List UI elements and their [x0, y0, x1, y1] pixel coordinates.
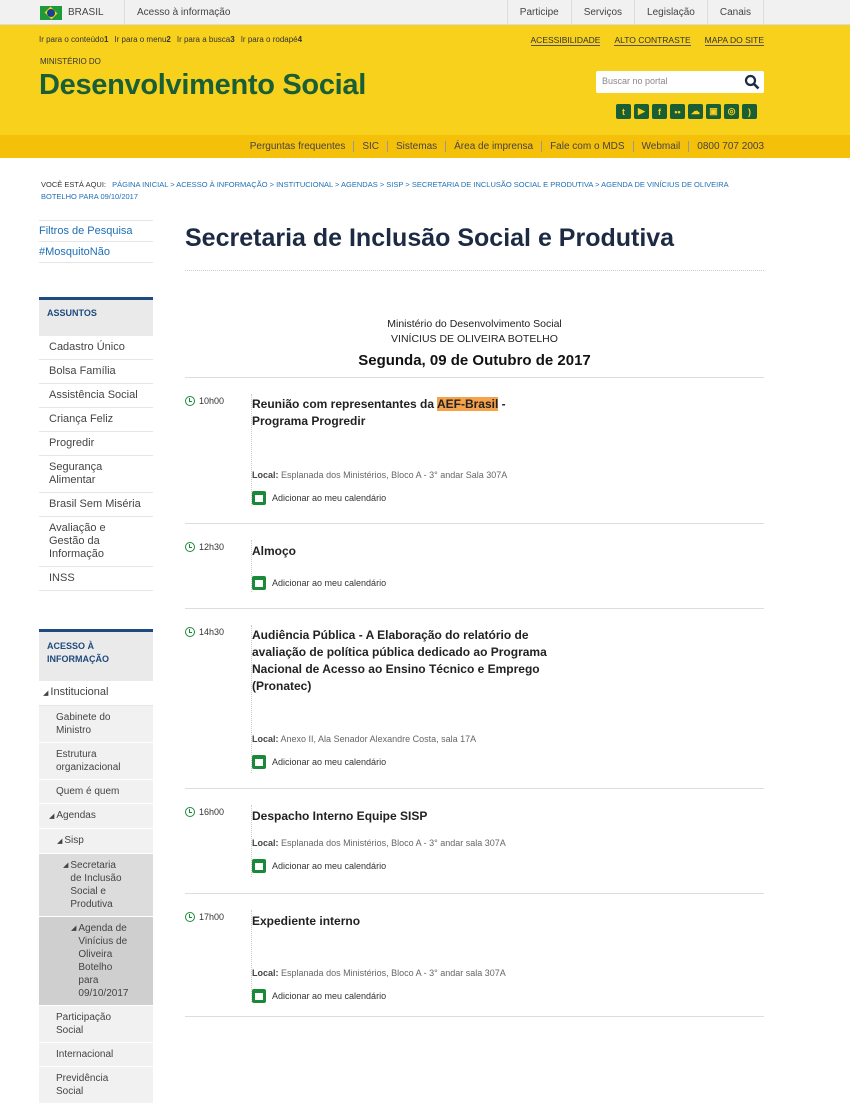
nav-sisp[interactable]: ◢ Sisp: [39, 829, 153, 854]
breadcrumb-label: VOCÊ ESTÁ AQUI:: [41, 180, 107, 189]
event-title: Reunião com representantes da AEF-Brasil - Programa Progredir: [252, 397, 506, 428]
triangle-down-icon: ◢: [43, 690, 49, 697]
nav-secretaria[interactable]: ◢ Secretaria de Inclusão Social e Produtiva: [39, 854, 153, 917]
brazil-flag-icon: [40, 6, 62, 20]
gov-links: [507, 0, 764, 25]
event-title: Despacho Interno Equipe SISP: [252, 809, 428, 823]
add-calendar-button[interactable]: Adicionar ao meu calendário: [252, 859, 386, 873]
calendar-icon: [252, 576, 266, 590]
search-input[interactable]: [596, 71, 764, 93]
event-title: Audiência Pública - A Elaboração do relatório de avaliação de política pública dedicado ao Programa Nacional de Acesso ao Ensino Técnico e Emprego (Pronatec): [252, 628, 547, 693]
skip-links: [39, 35, 302, 44]
sidebar-item-brasil-sem-miseria[interactable]: Brasil Sem Miséria: [39, 493, 153, 517]
triangle-down-icon: ◢: [57, 838, 63, 845]
accessibility-link[interactable]: ACESSIBILIDADE: [530, 35, 601, 45]
access-info-link[interactable]: Acesso à informação: [124, 0, 230, 25]
nav-participacao[interactable]: Participação Social: [39, 1006, 153, 1043]
triangle-down-icon: ◢: [49, 813, 55, 820]
service-link-sic[interactable]: SIC: [353, 141, 387, 152]
instagram-icon[interactable]: ◎: [724, 104, 739, 119]
agenda-date: Segunda, 09 de Outubro de 2017: [185, 352, 764, 378]
event-local: Local: Anexo II, Ala Senador Alexandre Costa, sala 17A: [252, 734, 477, 744]
social-icons: [616, 104, 757, 119]
breadcrumb-item[interactable]: AGENDAS: [341, 180, 378, 189]
breadcrumb: VOCÊ ESTÁ AQUI: PÁGINA INICIAL > ACESSO À INFORMAÇÃO > INSTITUCIONAL > AGENDAS > SISP > SECRETARIA DE INCLUSÃO SOCIAL E PRODUTIVA > AGENDA DE VINÍCIUS DE OLIVEIRA BOTELHO PARA 09/10/2017: [41, 180, 729, 201]
nav-agendas[interactable]: ◢ Agendas: [39, 804, 153, 829]
add-calendar-button[interactable]: Adicionar ao meu calendário: [252, 576, 386, 590]
search-icon[interactable]: [744, 74, 760, 90]
event-time: 12h30: [185, 542, 224, 552]
service-link-sistemas[interactable]: Sistemas: [387, 141, 445, 152]
clock-icon: [185, 396, 195, 406]
event-local: Local: Esplanada dos Ministérios, Bloco A - 3° andar sala 307A: [252, 838, 506, 848]
person-name: VINÍCIUS DE OLIVEIRA BOTELHO: [391, 333, 558, 345]
add-calendar-button[interactable]: Adicionar ao meu calendário: [252, 755, 386, 769]
event-title: Expediente interno: [252, 914, 361, 928]
gov-bar: [0, 0, 850, 25]
clock-icon: [185, 807, 195, 817]
sidebar-item-avaliacao[interactable]: Avaliação e Gestão da Informação: [39, 517, 153, 567]
triangle-down-icon: ◢: [63, 862, 69, 869]
event-local: Local: Esplanada dos Ministérios, Bloco A - 3° andar Sala 307A: [252, 470, 508, 480]
service-links: [242, 135, 764, 158]
twitter-icon[interactable]: t: [616, 104, 631, 119]
ministry-name: Ministério do Desenvolvimento Social: [387, 318, 562, 330]
nav-estrutura[interactable]: Estrutura organizacional: [39, 743, 153, 780]
sidebar-item-assistencia[interactable]: Assistência Social: [39, 384, 153, 408]
nav-institucional[interactable]: ◢ Institucional: [39, 681, 153, 706]
soundcloud-icon[interactable]: ☁: [688, 104, 703, 119]
service-link-faq[interactable]: Perguntas frequentes: [249, 141, 346, 152]
service-bar: [0, 135, 850, 158]
sidebar-item-cadastro[interactable]: Cadastro Único: [39, 336, 153, 360]
skip-link-search[interactable]: Ir para a busca3: [176, 35, 235, 44]
event-item: [185, 789, 764, 894]
breadcrumb-item[interactable]: SISP: [386, 180, 404, 189]
calendar-icon: [252, 491, 266, 505]
assuntos-box: [39, 297, 153, 591]
gov-link-participe[interactable]: Participe: [507, 0, 571, 25]
service-link-phone[interactable]: 0800 707 2003: [688, 141, 764, 152]
ministry-prefix: MINISTÉRIO DO: [40, 57, 101, 66]
sidebar-top-links: [39, 220, 153, 263]
breadcrumb-item[interactable]: INSTITUCIONAL: [276, 180, 333, 189]
page-title: Secretaria de Inclusão Social e Produtiva: [185, 220, 764, 271]
sidebar: [39, 220, 153, 591]
event-time: 10h00: [185, 396, 224, 406]
event-local: Local: Esplanada dos Ministérios, Bloco A - 3° andar sala 307A: [252, 968, 506, 978]
event-item: [185, 609, 764, 789]
calendar-icon: [252, 859, 266, 873]
gov-link-servicos[interactable]: Serviços: [571, 0, 634, 25]
high-contrast-link[interactable]: ALTO CONTRASTE: [614, 35, 691, 45]
gov-link-canais[interactable]: Canais: [707, 0, 764, 25]
site-map-link[interactable]: MAPA DO SITE: [704, 35, 764, 45]
sidebar-item-crianca[interactable]: Criança Feliz: [39, 408, 153, 432]
search-placeholder: Buscar no portal: [602, 76, 668, 86]
calendar-icon: [252, 755, 266, 769]
app-icon[interactable]: ▣: [706, 104, 721, 119]
brasil-label: BRASIL: [68, 7, 104, 18]
breadcrumb-item[interactable]: SECRETARIA DE INCLUSÃO SOCIAL E PRODUTIVA: [411, 180, 593, 189]
add-calendar-button[interactable]: Adicionar ao meu calendário: [252, 491, 386, 505]
flickr-icon[interactable]: ••: [670, 104, 685, 119]
service-link-webmail[interactable]: Webmail: [633, 141, 689, 152]
event-item: [185, 378, 764, 524]
triangle-down-icon: ◢: [71, 925, 77, 932]
gov-link-legislacao[interactable]: Legislação: [634, 0, 707, 25]
calendar-icon: [252, 989, 266, 1003]
skip-link-menu[interactable]: Ir para o menu2: [114, 35, 171, 44]
event-time: 17h00: [185, 912, 224, 922]
sidebar-item-seguranca[interactable]: Segurança Alimentar: [39, 456, 153, 493]
acesso-title: ACESSO À INFORMAÇÃO: [39, 629, 153, 681]
event-title: Almoço: [252, 544, 297, 558]
assuntos-title: ASSUNTOS: [39, 297, 153, 336]
nav-agenda-current[interactable]: ◢ Agenda de Vinícius de Oliveira Botelho para 09/10/2017: [39, 917, 153, 1006]
accessibility-links: [531, 35, 764, 46]
agenda-org: [185, 317, 764, 347]
breadcrumb-item[interactable]: ACESSO À INFORMAÇÃO: [176, 180, 268, 189]
facebook-icon[interactable]: f: [652, 104, 667, 119]
sidebar-link-filtros[interactable]: Filtros de Pesquisa: [39, 220, 153, 241]
clock-icon: [185, 912, 195, 922]
event-time: 16h00: [185, 807, 224, 817]
sidebar-item-bolsa[interactable]: Bolsa Família: [39, 360, 153, 384]
sidebar-link-mosquito[interactable]: #MosquitoNão: [39, 241, 153, 263]
event-item: [185, 894, 764, 1017]
highlight-term: AEF-Brasil: [436, 397, 499, 411]
event-item: [185, 524, 764, 609]
add-calendar-button[interactable]: Adicionar ao meu calendário: [252, 989, 386, 1003]
sidebar-item-progredir[interactable]: Progredir: [39, 432, 153, 456]
skip-link-footer[interactable]: Ir para o rodapé4: [240, 35, 303, 44]
site-title[interactable]: Desenvolvimento Social: [39, 69, 367, 101]
brasil-link[interactable]: [40, 0, 104, 25]
service-link-fale[interactable]: Fale com o MDS: [541, 141, 632, 152]
clock-icon: [185, 627, 195, 637]
event-time: 14h30: [185, 627, 224, 637]
rss-icon[interactable]: ): [742, 104, 757, 119]
sidebar-item-inss[interactable]: INSS: [39, 567, 153, 591]
breadcrumb-current: AGENDA DE VINÍCIUS DE OLIVEIRA BOTELHO PARA 09/10/2017: [41, 180, 729, 201]
acesso-box: [39, 629, 153, 1104]
nav-quem[interactable]: Quem é quem: [39, 780, 153, 804]
youtube-icon[interactable]: ▶: [634, 104, 649, 119]
service-link-imprensa[interactable]: Área de imprensa: [445, 141, 541, 152]
main-content: [185, 220, 764, 1017]
clock-icon: [185, 542, 195, 552]
skip-link-content[interactable]: Ir para o conteúdo1: [39, 35, 109, 44]
breadcrumb-item[interactable]: PÁGINA INICIAL: [112, 180, 169, 189]
nav-previdencia[interactable]: Previdência Social: [39, 1067, 153, 1104]
site-header: [0, 25, 850, 135]
nav-gabinete[interactable]: Gabinete do Ministro: [39, 706, 153, 743]
nav-internacional[interactable]: Internacional: [39, 1043, 153, 1067]
